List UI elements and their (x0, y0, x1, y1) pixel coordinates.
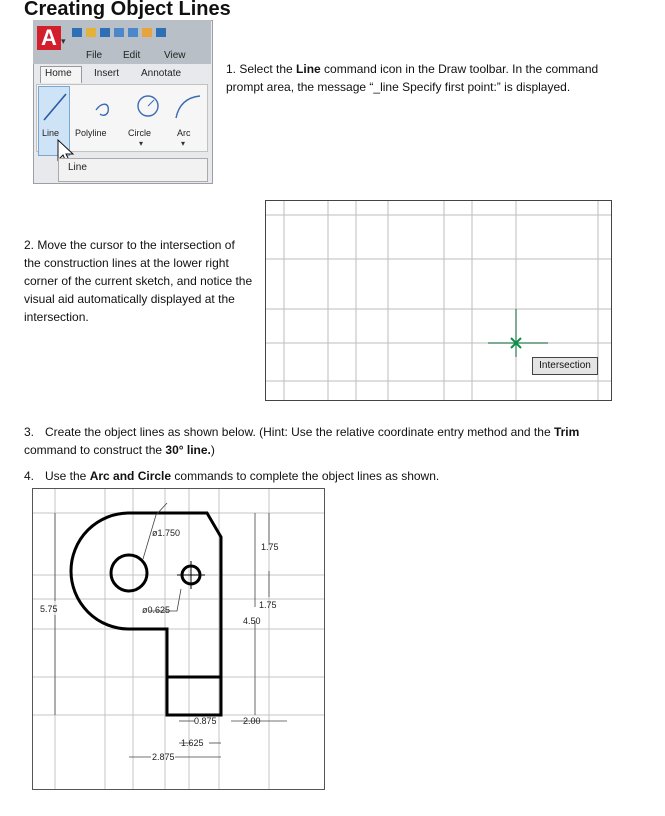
dim-bottom-width-a: 0.875 (194, 716, 217, 726)
tool-label-line: Line (42, 128, 60, 138)
arc-icon (176, 96, 200, 118)
dim-left-height: 5.75 (40, 604, 58, 614)
step-1: 1. Select the Line command icon in the Draw toolbar. In the command prompt area, the message “_line Specify first point:” is displayed. (226, 62, 599, 94)
dim-right-height: 4.50 (243, 616, 261, 626)
tooltip-text: Line (68, 162, 87, 173)
tab-home[interactable]: Home (45, 68, 72, 79)
redo-icon[interactable] (156, 28, 166, 37)
menu-view[interactable]: View (164, 50, 186, 61)
new-file-icon[interactable] (72, 28, 82, 37)
tool-label-polyline: Polyline (75, 128, 107, 138)
page-title: Creating Object Lines (24, 0, 231, 20)
large-hole (111, 555, 147, 591)
save-icon[interactable] (100, 28, 110, 37)
dim-mid-height: 1.75 (259, 600, 277, 610)
circle-dropdown-icon: ▾ (139, 139, 144, 148)
dim-large-hole: ø1.750 (152, 528, 181, 538)
polyline-icon (96, 104, 108, 115)
tab-insert[interactable]: Insert (94, 68, 120, 79)
intersection-tooltip: Intersection (532, 357, 598, 375)
dim-bottom-width-d: 2.875 (152, 752, 175, 762)
menu-file[interactable]: File (86, 50, 103, 61)
step-3: 3. Create the object lines as shown below. (Hint: Use the relative coordinate entry method and the Trim command to construct the 30° line.) (24, 425, 580, 457)
dim-small-hole: ø0.625 (142, 605, 171, 615)
dim-bottom-width-b: 2.00 (243, 716, 261, 726)
save-as-icon[interactable] (114, 28, 124, 37)
step-2: 2. Move the cursor to the intersection of the construction lines at the lower right corner of the current sketch, and notice the visual aid automatically displayed at the intersection. (24, 238, 253, 324)
dim-top-height: 1.75 (261, 542, 279, 552)
arc-dropdown-icon: ▾ (181, 139, 186, 148)
dim-bottom-width-c: 1.625 (181, 738, 204, 748)
tool-label-circle: Circle (128, 128, 152, 138)
undo-icon[interactable] (142, 28, 152, 37)
chevron-down-icon: ▾ (61, 36, 66, 46)
print-icon[interactable] (128, 28, 138, 37)
line-icon (44, 94, 66, 120)
step-4: 4. Use the Arc and Circle commands to complete the object lines as shown. (24, 469, 440, 483)
tab-annotate[interactable]: Annotate (141, 68, 182, 79)
tool-label-arc: Arc (177, 128, 191, 138)
open-folder-icon[interactable] (86, 28, 96, 37)
menu-edit[interactable]: Edit (123, 50, 141, 61)
autocad-logo-icon[interactable]: A (37, 26, 61, 50)
intersection-crosshair (488, 309, 548, 357)
